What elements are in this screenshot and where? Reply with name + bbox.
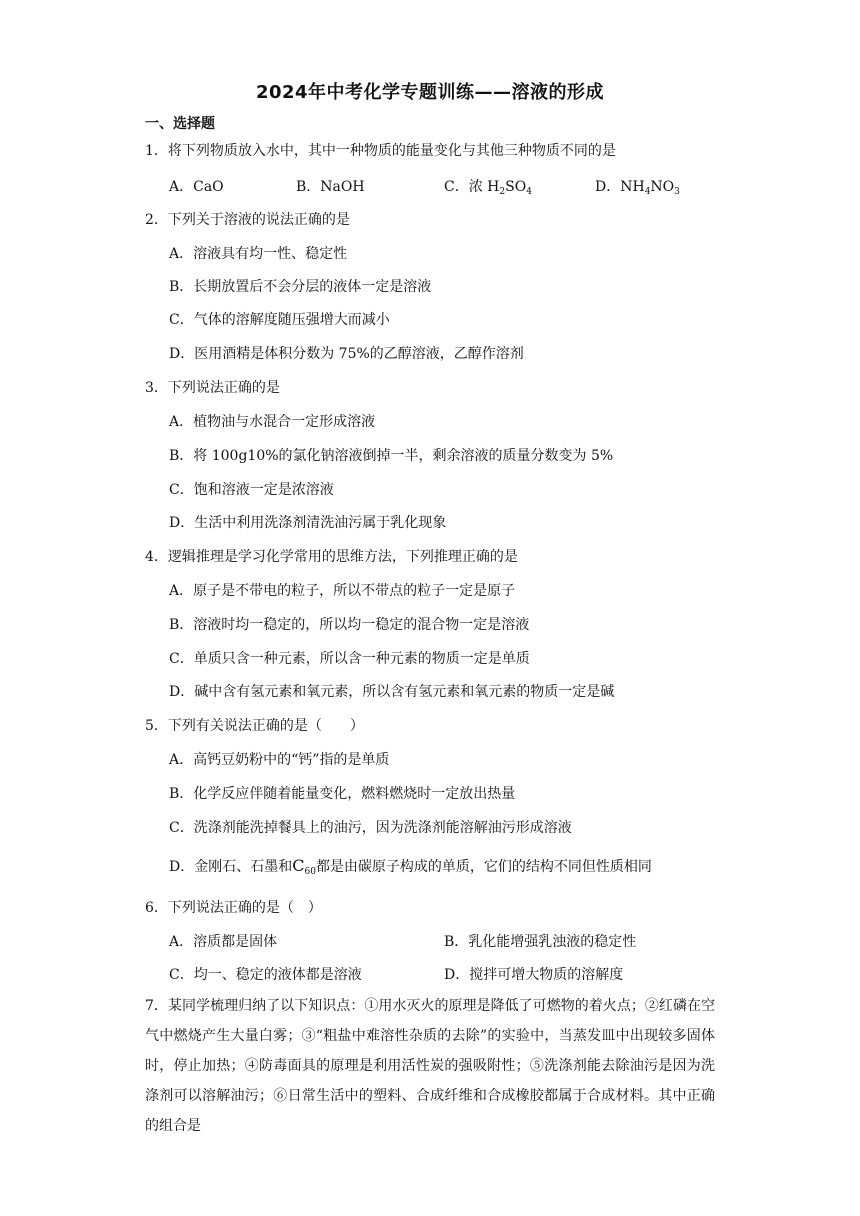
question-2-stem: 2．下列关于溶液的说法正确的是 [145, 212, 350, 228]
question-6-option-c: C．均一、稳定的液体都是溶液 [169, 967, 362, 983]
question-4-option-a: A．原子是不带电的粒子，所以不带点的粒子一定是原子 [169, 583, 516, 599]
question-3-stem: 3．下列说法正确的是 [145, 380, 280, 396]
question-4-option-c: C．单质只含一种元素，所以含一种元素的物质一定是单质 [169, 651, 530, 667]
question-6-option-a: A．溶质都是固体 [169, 934, 278, 950]
question-4-stem: 4．逻辑推理是学习化学常用的思维方法，下列推理正确的是 [145, 549, 518, 565]
question-5-option-c: C．洗涤剂能洗掉餐具上的油污，因为洗涤剂能溶解油污形成溶液 [169, 820, 572, 836]
question-2-option-a: A．溶液具有均一性、稳定性 [169, 246, 348, 262]
question-1-option-a: A．CaO [169, 179, 224, 195]
question-2-option-d: D．医用酒精是体积分数为 75%的乙醇溶液，乙醇作溶剂 [169, 346, 524, 362]
question-2-option-c: C．气体的溶解度随压强增大而减小 [169, 312, 390, 328]
question-6-option-b: B．乳化能增强乳浊液的稳定性 [444, 934, 637, 950]
question-6-stem: 6．下列说法正确的是（ ） [145, 900, 322, 916]
question-6-option-d: D．搅拌可增大物质的溶解度 [444, 967, 624, 983]
question-1-stem: 1．将下列物质放入水中，其中一种物质的能量变化与其他三种物质不同的是 [145, 143, 616, 159]
question-3-option-c: C．饱和溶液一定是浓溶液 [169, 482, 334, 498]
question-5-option-a: A．高钙豆奶粉中的“钙”指的是单质 [169, 752, 390, 768]
question-3-option-d: D．生活中利用洗涤剂清洗油污属于乳化现象 [169, 515, 447, 531]
question-2-option-b: B．长期放置后不会分层的液体一定是溶液 [169, 279, 432, 295]
question-3-option-b: B．将 100g10%的氯化钠溶液倒掉一半，剩余溶液的质量分数变为 5% [169, 448, 614, 464]
question-7-text: 7．某同学梳理归纳了以下知识点：①用水灭火的原理是降低了可燃物的着火点；②红磷在空气中燃烧产生大量白雾；③“粗盐中难溶性杂质的去除”的实验中，当蒸发皿中出现较多固体时，停止加热；④防毒面具的原理是利用活性炭的强吸附性；⑤洗涤剂能去除油污是因为洗涤剂可以溶解油污；⑥日常生活中的塑料、合成纤维和合成橡胶都属于合成材料。其中正确的组合是 [145, 998, 715, 1134]
question-5-option-b: B．化学反应伴随着能量变化，燃料燃烧时一定放出热量 [169, 786, 516, 802]
question-1-option-c: C．浓 $H_2SO_4$ [444, 179, 532, 197]
question-5-option-d: D．金刚石、石墨和$C_{60}$都是由碳原子构成的单质，它们的结构不同但性质相同 [169, 856, 652, 877]
question-5-stem: 5．下列有关说法正确的是（ ） [145, 718, 364, 734]
question-4-option-d: D．碱中含有氢元素和氧元素，所以含有氢元素和氧元素的物质一定是碱 [169, 684, 615, 700]
section-heading: 一、选择题 [145, 116, 215, 132]
question-1-option-b: B．NaOH [296, 179, 365, 195]
question-1-option-d: D．$NH_4NO_3$ [595, 179, 680, 197]
question-4-option-b: B．溶液时均一稳定的，所以均一稳定的混合物一定是溶液 [169, 617, 530, 633]
document-title: 2024年中考化学专题训练——溶液的形成 [255, 82, 605, 103]
question-3-option-a: A．植物油与水混合一定形成溶液 [169, 414, 376, 430]
